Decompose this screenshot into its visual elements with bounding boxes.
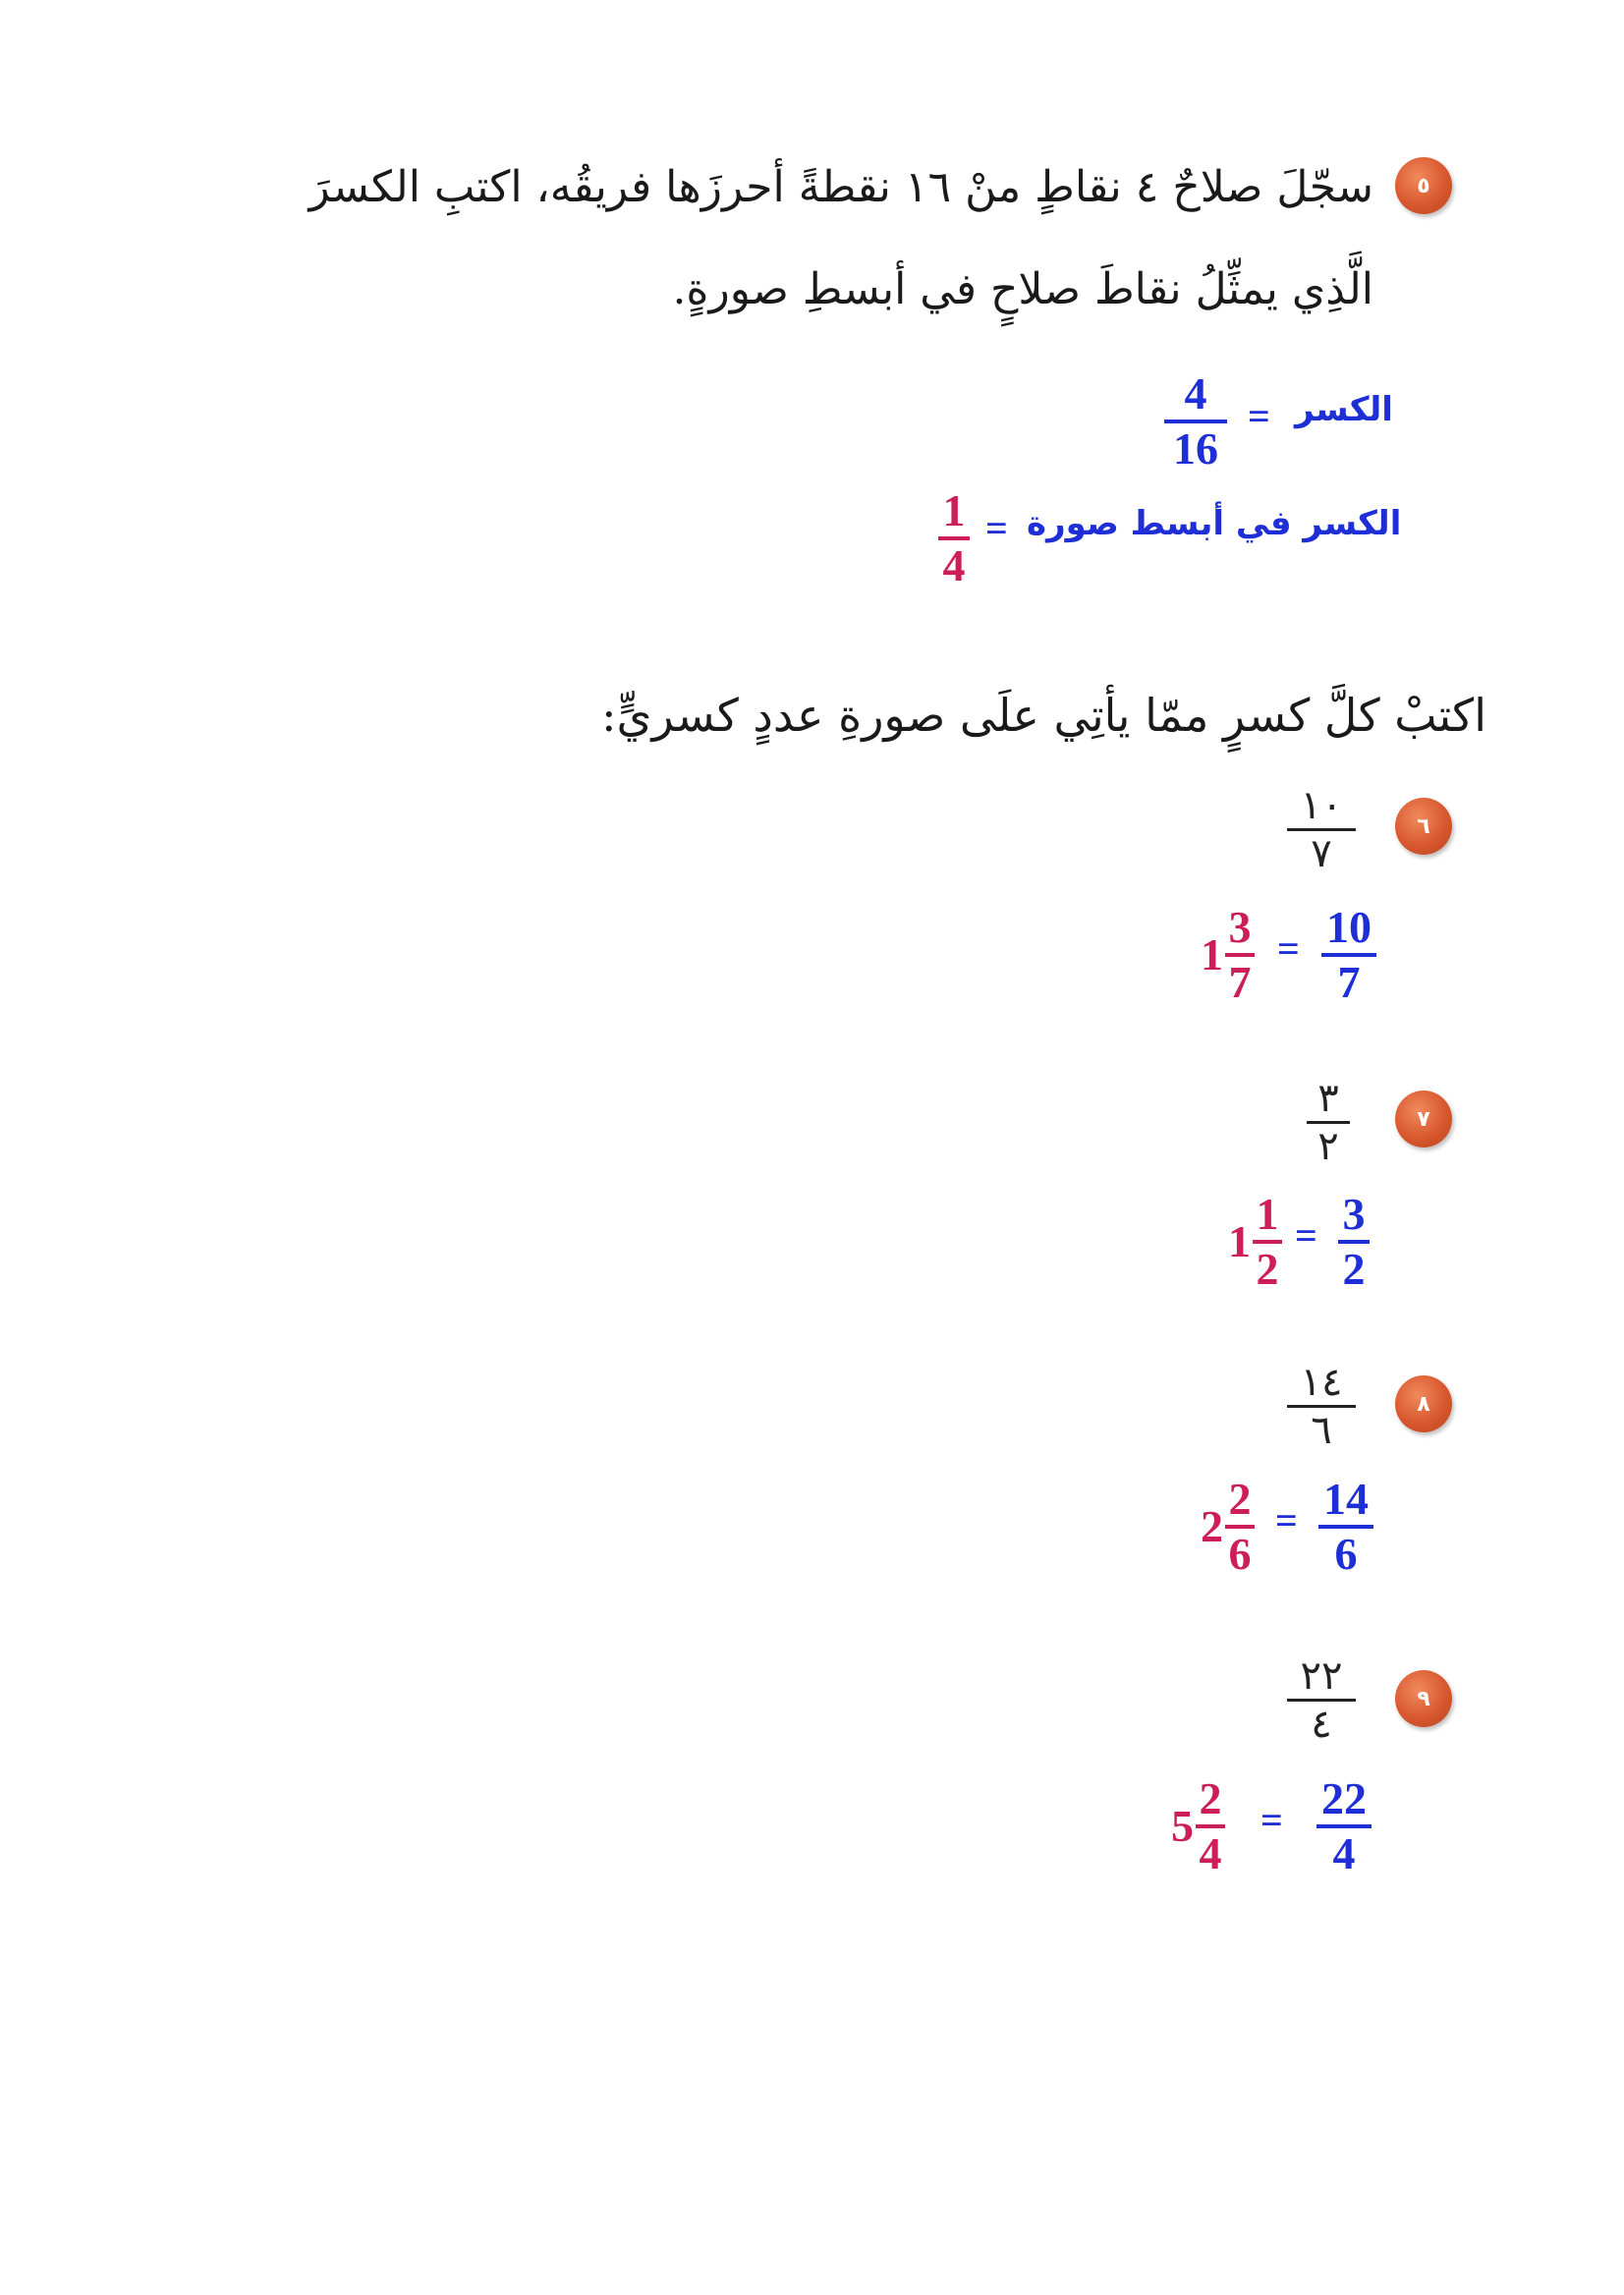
answer-fraction: [1318, 1474, 1373, 1579]
equals-sign: =: [985, 506, 1008, 550]
fraction-denominator: ٤: [1311, 1702, 1332, 1747]
question-fraction: [1287, 783, 1356, 876]
fraction-numerator: 1: [942, 485, 966, 535]
problem-text-line-1: سجّلَ صلاحٌ ٤ نقاطٍ منْ ١٦ نقطةً أحرزَها فريقُه، اكتبِ الكسرَ: [308, 162, 1373, 212]
mixed-fraction: [1225, 1474, 1255, 1579]
mixed-fraction: [1253, 1189, 1282, 1294]
fraction-numerator: 2: [1228, 1474, 1252, 1524]
equals-sign: =: [1277, 926, 1300, 971]
fraction-denominator: ٢: [1317, 1124, 1339, 1169]
equals-sign: =: [1275, 1498, 1298, 1542]
fraction-denominator: 16: [1173, 423, 1218, 474]
exercise-number-badge: ٨: [1395, 1375, 1452, 1432]
fraction-denominator: 7: [1228, 957, 1252, 1007]
fraction-numerator: 2: [1199, 1773, 1222, 1823]
equals-sign: =: [1248, 394, 1270, 438]
fraction-numerator: ١٠: [1300, 783, 1343, 828]
answer-fraction: [1316, 1773, 1372, 1878]
fraction-numerator: 1: [1256, 1189, 1279, 1239]
problem-number-badge: ٥: [1395, 157, 1452, 214]
exercise-number-badge: ٦: [1395, 798, 1452, 855]
equals-sign: =: [1295, 1213, 1317, 1258]
mixed-fraction: [1196, 1773, 1225, 1878]
mixed-number-answer: [1171, 1773, 1225, 1878]
fraction-denominator: 4: [1332, 1828, 1356, 1878]
fraction-denominator: 7: [1337, 957, 1361, 1007]
section-instruction: اكتبْ كلَّ كسرٍ ممّا يأتِي علَى صورةِ عددٍ كسريٍّ:: [600, 689, 1486, 742]
fraction-label: الكسر: [1295, 390, 1393, 429]
fraction-numerator: 22: [1321, 1773, 1367, 1823]
simplest-form-label: الكسر في أبسط صورة: [1027, 504, 1402, 543]
question-fraction: [1307, 1076, 1350, 1169]
mixed-whole: 5: [1171, 1801, 1194, 1851]
mixed-number-answer: [1228, 1189, 1282, 1294]
answer-fraction: [1338, 1189, 1370, 1294]
mixed-whole: 1: [1201, 929, 1223, 980]
fraction-numerator: 3: [1342, 1189, 1366, 1239]
fraction-denominator: 6: [1334, 1529, 1358, 1579]
fraction-numerator: ١٤: [1300, 1360, 1343, 1405]
mixed-whole: 2: [1201, 1501, 1223, 1551]
mixed-number-answer: [1201, 1474, 1255, 1579]
fraction-4-16: [1164, 368, 1227, 474]
equals-sign: =: [1260, 1798, 1283, 1842]
answer-fraction: [1321, 902, 1376, 1007]
fraction-denominator: 2: [1342, 1244, 1366, 1294]
fraction-numerator: ٣: [1317, 1076, 1339, 1121]
question-fraction: [1287, 1360, 1356, 1453]
fraction-numerator: 3: [1228, 902, 1252, 952]
fraction-denominator: 4: [1199, 1828, 1222, 1878]
mixed-number-answer: [1201, 902, 1255, 1007]
fraction-numerator: ٢٢: [1300, 1653, 1343, 1699]
mixed-whole: 1: [1228, 1216, 1251, 1266]
fraction-numerator: 4: [1184, 368, 1207, 419]
mixed-fraction: [1225, 902, 1255, 1007]
fraction-1-4: [938, 485, 970, 590]
problem-text-line-2: الَّذِي يمثِّلُ نقاطَ صلاحٍ في أبسطِ صورةٍ.: [672, 264, 1373, 314]
fraction-numerator: 14: [1323, 1474, 1369, 1524]
fraction-numerator: 10: [1326, 902, 1372, 952]
fraction-denominator: 2: [1256, 1244, 1279, 1294]
fraction-denominator: 4: [942, 540, 966, 590]
question-fraction: [1287, 1653, 1356, 1747]
exercise-number-badge: ٧: [1395, 1091, 1452, 1148]
fraction-denominator: 6: [1228, 1529, 1252, 1579]
exercise-number-badge: ٩: [1395, 1670, 1452, 1727]
fraction-denominator: ٧: [1311, 831, 1332, 876]
fraction-denominator: ٦: [1311, 1408, 1332, 1453]
